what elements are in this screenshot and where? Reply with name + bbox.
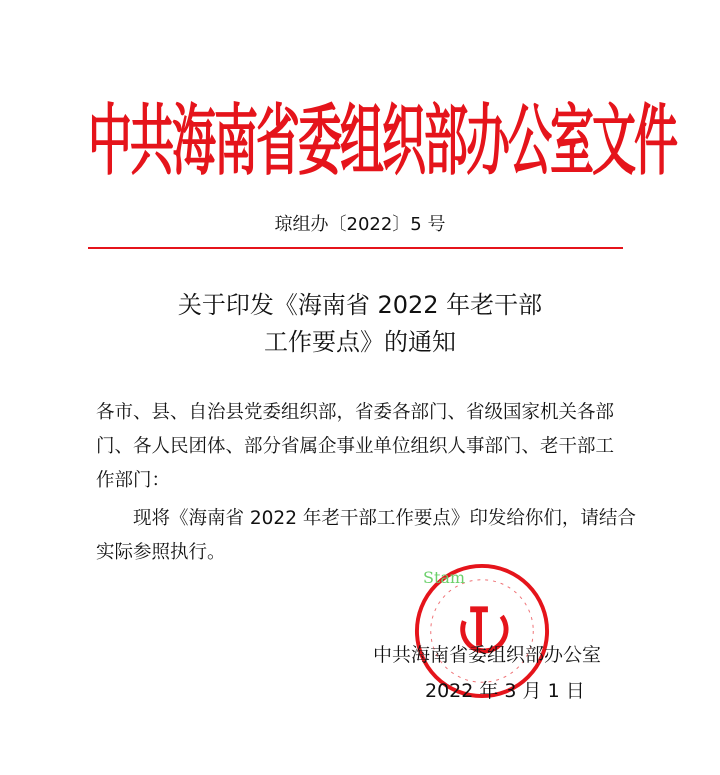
document-title: 中共海南省委组织部办公室文件 [88, 97, 676, 187]
red-divider [88, 247, 623, 249]
issuer-name: 中共海南省委组织部办公室 [373, 644, 602, 666]
issue-date: 2022 年 3 月 1 日 [425, 680, 585, 702]
body-line: 各市、县、自治县党委组织部，省委各部门、省级国家机关各部 [96, 402, 615, 423]
watermark-text: Stam [423, 568, 466, 587]
body-line: 作部门： [96, 470, 171, 491]
body-line: 门、各人民团体、部分省属企事业单位组织人事部门、老干部工 [96, 436, 615, 457]
document-number: 琼组办〔2022〕5 号 [274, 214, 446, 235]
body-line: 实际参照执行。 [96, 542, 226, 563]
heading-line-1: 关于印发《海南省 2022 年老干部 [177, 291, 543, 319]
heading-line-2: 工作要点》的通知 [264, 328, 456, 356]
body-line: 现将《海南省 2022 年老干部工作要点》印发给你们，请结合 [96, 508, 636, 529]
